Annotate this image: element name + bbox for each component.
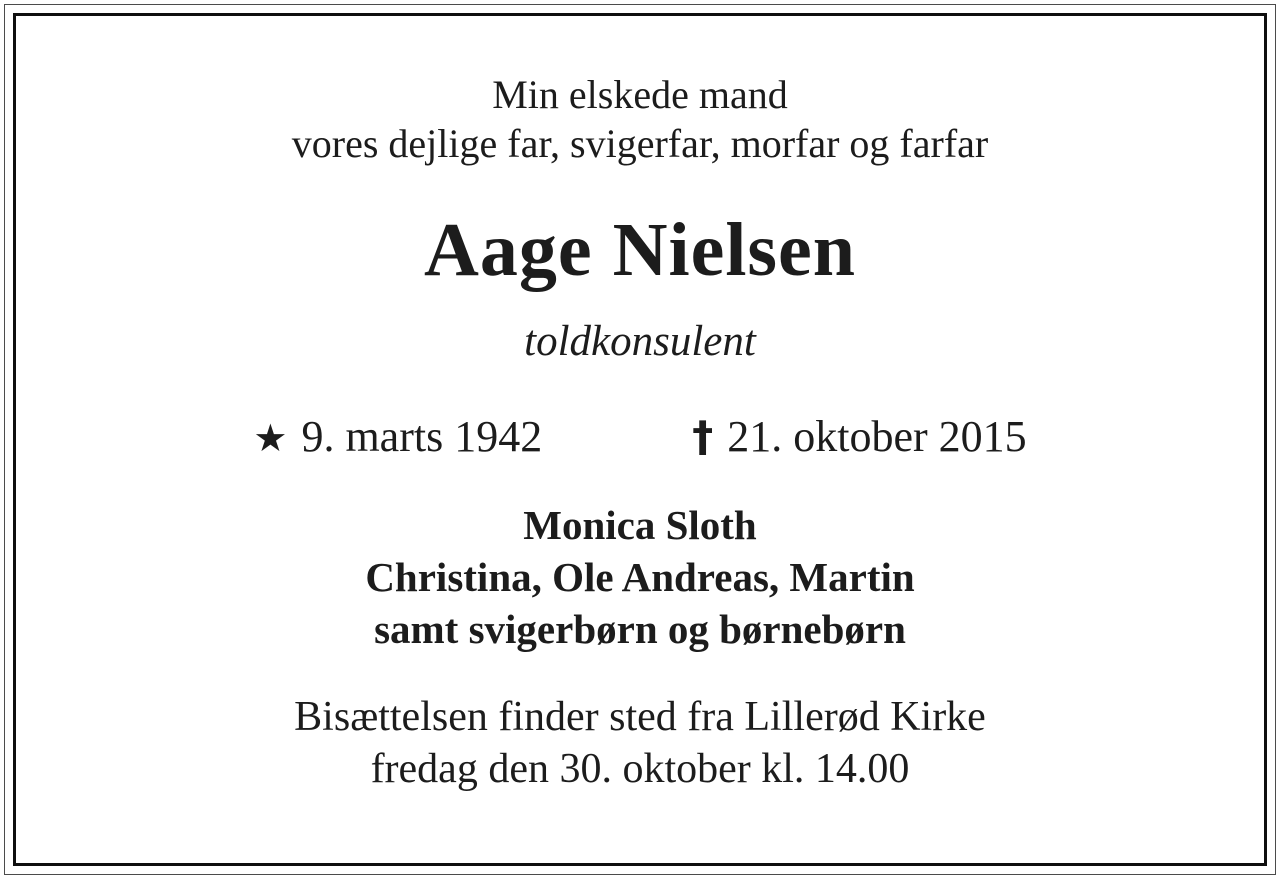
mourner-line: Christina, Ole Andreas, Martin (365, 554, 915, 600)
birth-date (253, 412, 542, 463)
life-dates (253, 412, 1026, 463)
death-date-text: 21. oktober 2015 (727, 412, 1027, 461)
death-cross-icon: † (692, 412, 714, 461)
intro-lines (292, 70, 988, 168)
ceremony-line-1: Bisættelsen finder sted fra Lillerød Kirke (294, 694, 986, 740)
mourner-line: samt svigerbørn og børnebørn (374, 606, 906, 652)
ceremony-info (294, 691, 986, 795)
birth-date-text: 9. marts 1942 (301, 412, 543, 461)
obituary-content (16, 16, 1264, 863)
death-date (692, 412, 1026, 462)
mourners-list (365, 499, 914, 655)
ceremony-line-2: fredag den 30. oktober kl. 14.00 (370, 746, 910, 792)
intro-line-2: vores dejlige far, svigerfar, morfar og farfar (291, 121, 989, 166)
intro-line-1: Min elskede mand (492, 72, 788, 117)
occupation: toldkonsulent (524, 318, 756, 365)
mourner-line: Monica Sloth (523, 502, 757, 548)
birth-star-icon: ★ (253, 416, 288, 460)
deceased-name: Aage Nielsen (423, 208, 857, 292)
